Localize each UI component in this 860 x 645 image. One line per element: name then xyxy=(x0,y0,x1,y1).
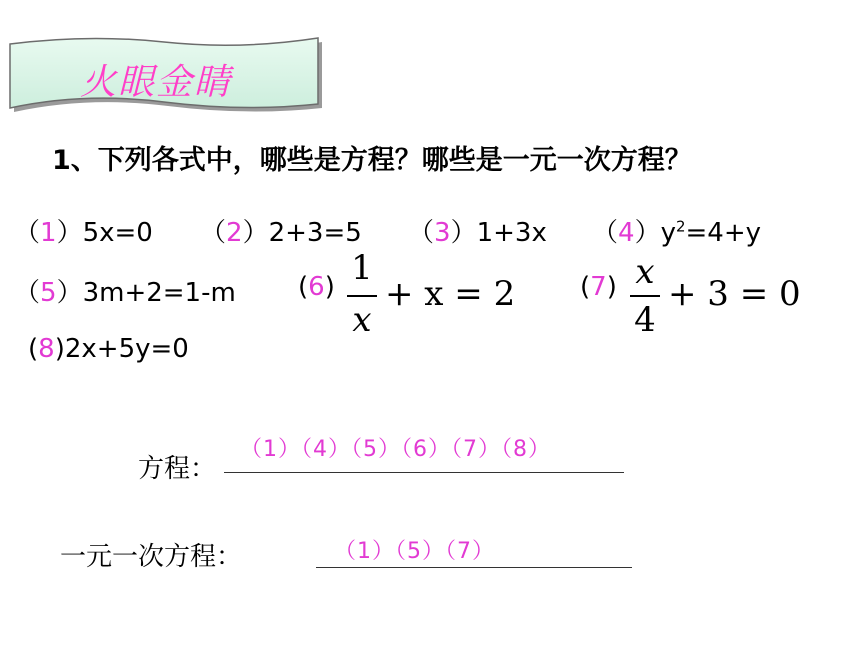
item-number: 7 xyxy=(590,272,607,302)
expression-rest: + 3 = 0 xyxy=(668,274,801,314)
title-banner xyxy=(8,36,326,116)
expression-rest: + x = 2 xyxy=(385,274,516,314)
equation-answer-values: （1）（4）（5）（6）（7）（8） xyxy=(240,437,551,462)
item-number: 4 xyxy=(618,218,635,248)
question-number: 1 xyxy=(52,145,71,176)
item-expression: 2+3=5 xyxy=(268,218,362,248)
item-5: （5）3m+2=1-m xyxy=(14,278,236,308)
item-expression: 5x=0 xyxy=(82,218,153,248)
fraction-bar xyxy=(630,295,660,297)
item-number: 2 xyxy=(226,218,243,248)
item-expression: 2x+5y=0 xyxy=(64,334,189,364)
item-3: （3）1+3x xyxy=(408,218,547,248)
item-7-label: (7) xyxy=(580,272,617,302)
item-number: 6 xyxy=(308,272,325,302)
fraction-denominator: 4 xyxy=(634,300,656,340)
fraction-numerator: 1 xyxy=(351,248,373,288)
item-expression: 3m+2=1-m xyxy=(82,278,236,308)
banner-title: 火眼金睛 xyxy=(80,62,233,103)
item-number: 1 xyxy=(40,218,57,248)
linear-answer-line xyxy=(316,567,632,568)
question-text xyxy=(52,138,692,177)
fraction-denominator: x xyxy=(352,300,372,340)
item-6-expression xyxy=(345,248,515,344)
item-superscript: 2 xyxy=(675,217,686,236)
item-4: $(4)y^2=4+y$ xyxy=(592,217,762,248)
item-number: 5 xyxy=(40,278,57,308)
item-8: (8)2x+5y=0 xyxy=(28,334,189,364)
item-expression-rest: =4+y xyxy=(685,218,762,248)
item-expression: 1+3x xyxy=(476,218,547,248)
linear-equation-label: 一元一次方程： xyxy=(60,542,243,572)
linear-answer-values: （1）（5）（7） xyxy=(334,539,495,564)
item-expression: y xyxy=(660,218,676,248)
item-7-expression xyxy=(628,252,801,344)
item-6-label: (6) xyxy=(298,272,335,302)
fraction-bar xyxy=(347,295,377,297)
equation-answer-line xyxy=(224,472,624,473)
item-1: （1）5x=0 xyxy=(14,218,153,248)
fraction-numerator: x xyxy=(635,252,655,292)
item-2: （2）2+3=5 xyxy=(200,218,362,248)
item-number: 8 xyxy=(38,334,55,364)
question-body: 、下列各式中，哪些是方程？哪些是一元一次方程？ xyxy=(70,145,692,176)
item-number: 3 xyxy=(434,218,451,248)
equation-label: 方程： xyxy=(138,454,217,484)
